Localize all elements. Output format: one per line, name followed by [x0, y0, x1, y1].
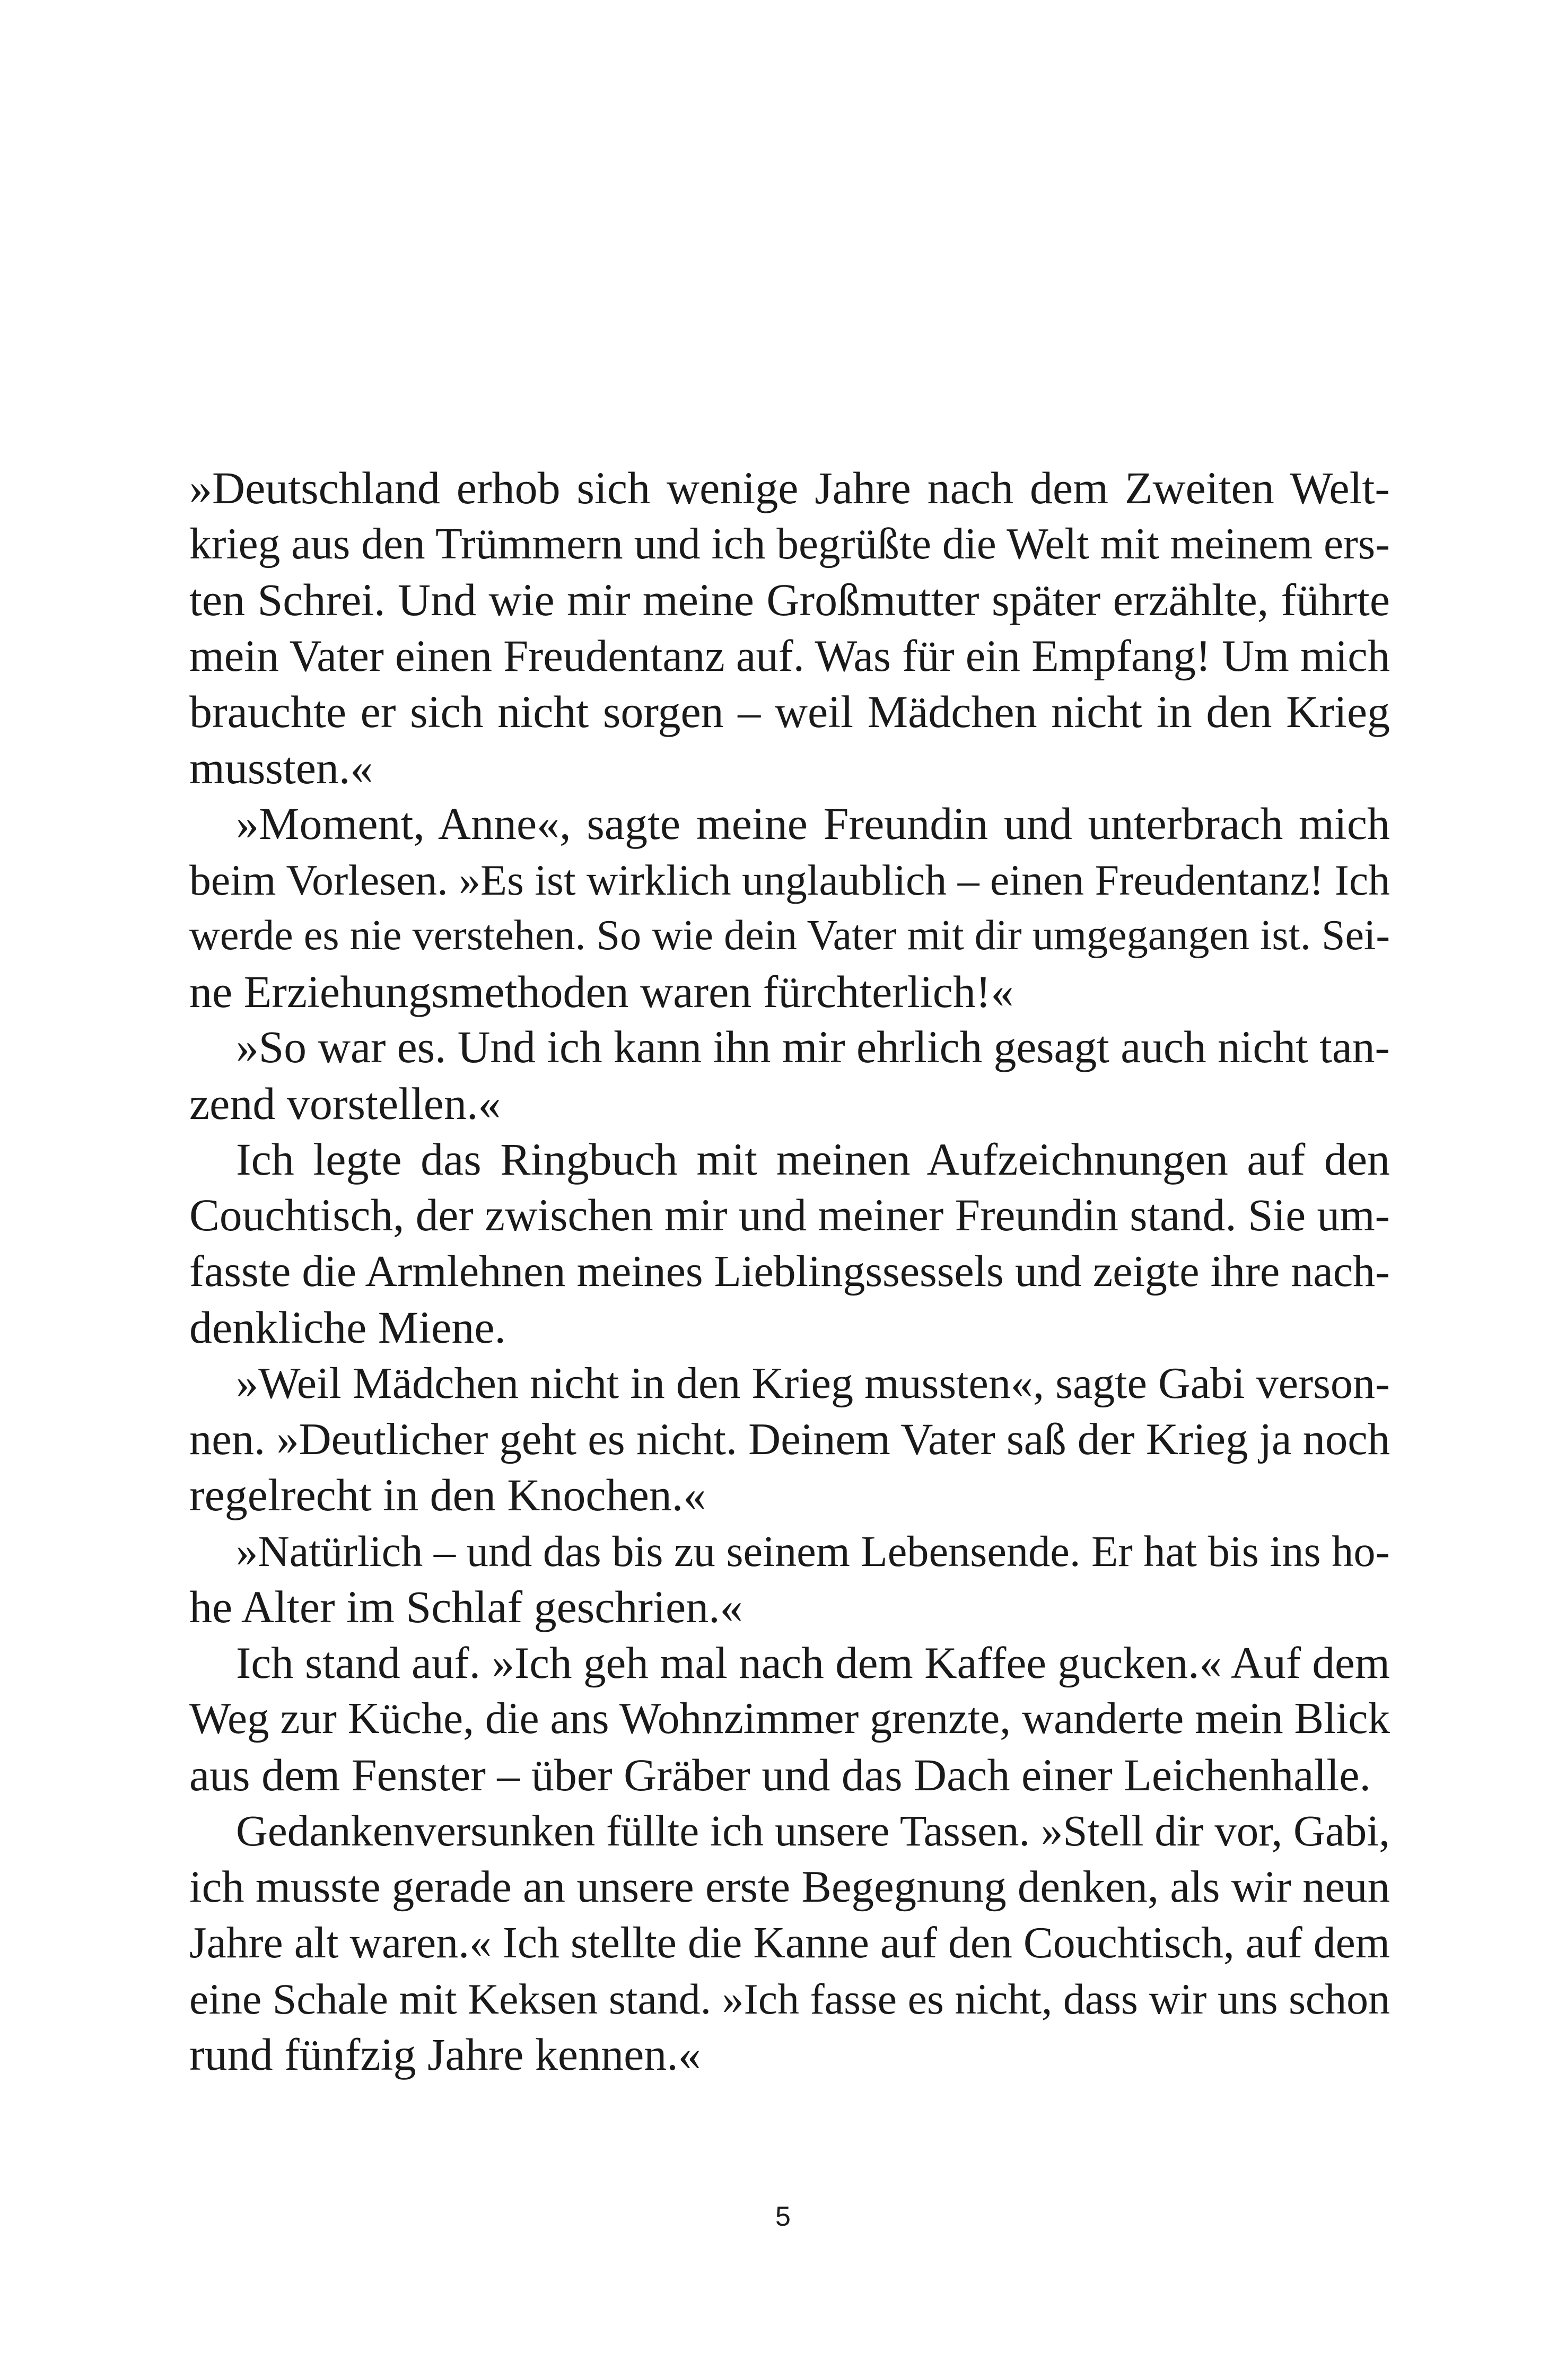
body-text	[189, 460, 1390, 2083]
text-line: nen. »Deutlicher geht es nicht. Deinem Vater saß der Krieg ja noch	[189, 1414, 1390, 1464]
text-line: Jahre alt waren.« Ich stellte die Kanne auf den Couchtisch, auf dem	[189, 1918, 1390, 1967]
text-line: Weg zur Küche, die ans Wohnzimmer grenzte, wanderte mein Blick	[189, 1694, 1390, 1743]
text-line: brauchte er sich nicht sorgen – weil Mädchen nicht in den Krieg	[189, 686, 1390, 737]
text-line: mussten.«	[189, 742, 373, 793]
text-line: »Deutschland erhob sich wenige Jahre nach dem Zweiten Welt-	[189, 462, 1390, 513]
text-line: ich musste gerade an unsere erste Begegnung denken, als wir neun	[189, 1861, 1390, 1912]
text-line: ne Erziehungsmethoden waren fürchterlich!«	[189, 966, 1014, 1017]
text-line: denkliche Miene.	[189, 1301, 506, 1353]
text-line: »Natürlich – und das bis zu seinem Lebensende. Er hat bis ins ho-	[236, 1527, 1390, 1576]
text-line: werde es nie verstehen. So wie dein Vater mit dir umgegangen ist. Sei-	[189, 912, 1390, 959]
text-line: »So war es. Und ich kann ihn mir ehrlich gesagt auch nicht tan-	[236, 1022, 1390, 1072]
page-number: 5	[775, 2201, 791, 2232]
text-line: beim Vorlesen. »Es ist wirklich unglaublich – einen Freudentanz! Ich	[189, 855, 1390, 904]
text-line: aus dem Fenster – über Gräber und das Dach einer Leichenhalle.	[189, 1749, 1371, 1800]
text-line: regelrecht in den Knochen.«	[189, 1469, 706, 1520]
text-line: »Weil Mädchen nicht in den Krieg mussten«, sagte Gabi verson-	[236, 1359, 1390, 1408]
text-line: mein Vater einen Freudentanz auf. Was für ein Empfang! Um mich	[189, 631, 1390, 681]
text-line: Ich legte das Ringbuch mit meinen Aufzeichnungen auf den	[236, 1134, 1390, 1185]
text-line: he Alter im Schlaf geschrien.«	[189, 1581, 743, 1632]
text-line: fasste die Armlehnen meines Lieblingssessels und zeigte ihre nach-	[189, 1247, 1390, 1296]
text-line: rund fünfzig Jahre kennen.«	[189, 2029, 701, 2080]
text-line: Ich stand auf. »Ich geh mal nach dem Kaffee gucken.« Auf dem	[236, 1638, 1390, 1688]
text-line: »Moment, Anne«, sagte meine Freundin und unterbrach mich	[236, 798, 1390, 849]
text-line: Couchtisch, der zwischen mir und meiner Freundin stand. Sie um-	[189, 1190, 1390, 1240]
text-line: krieg aus den Trümmern und ich begrüßte die Welt mit meinem ers-	[189, 519, 1390, 568]
text-line: zend vorstellen.«	[189, 1078, 501, 1129]
text-line: eine Schale mit Keksen stand. »Ich fasse es nicht, dass wir uns schon	[189, 1974, 1390, 2023]
text-line: ten Schrei. Und wie mir meine Großmutter später erzählte, führte	[189, 574, 1390, 625]
text-line: Gedankenversunken füllte ich unsere Tassen. »Stell dir vor, Gabi,	[236, 1806, 1390, 1855]
